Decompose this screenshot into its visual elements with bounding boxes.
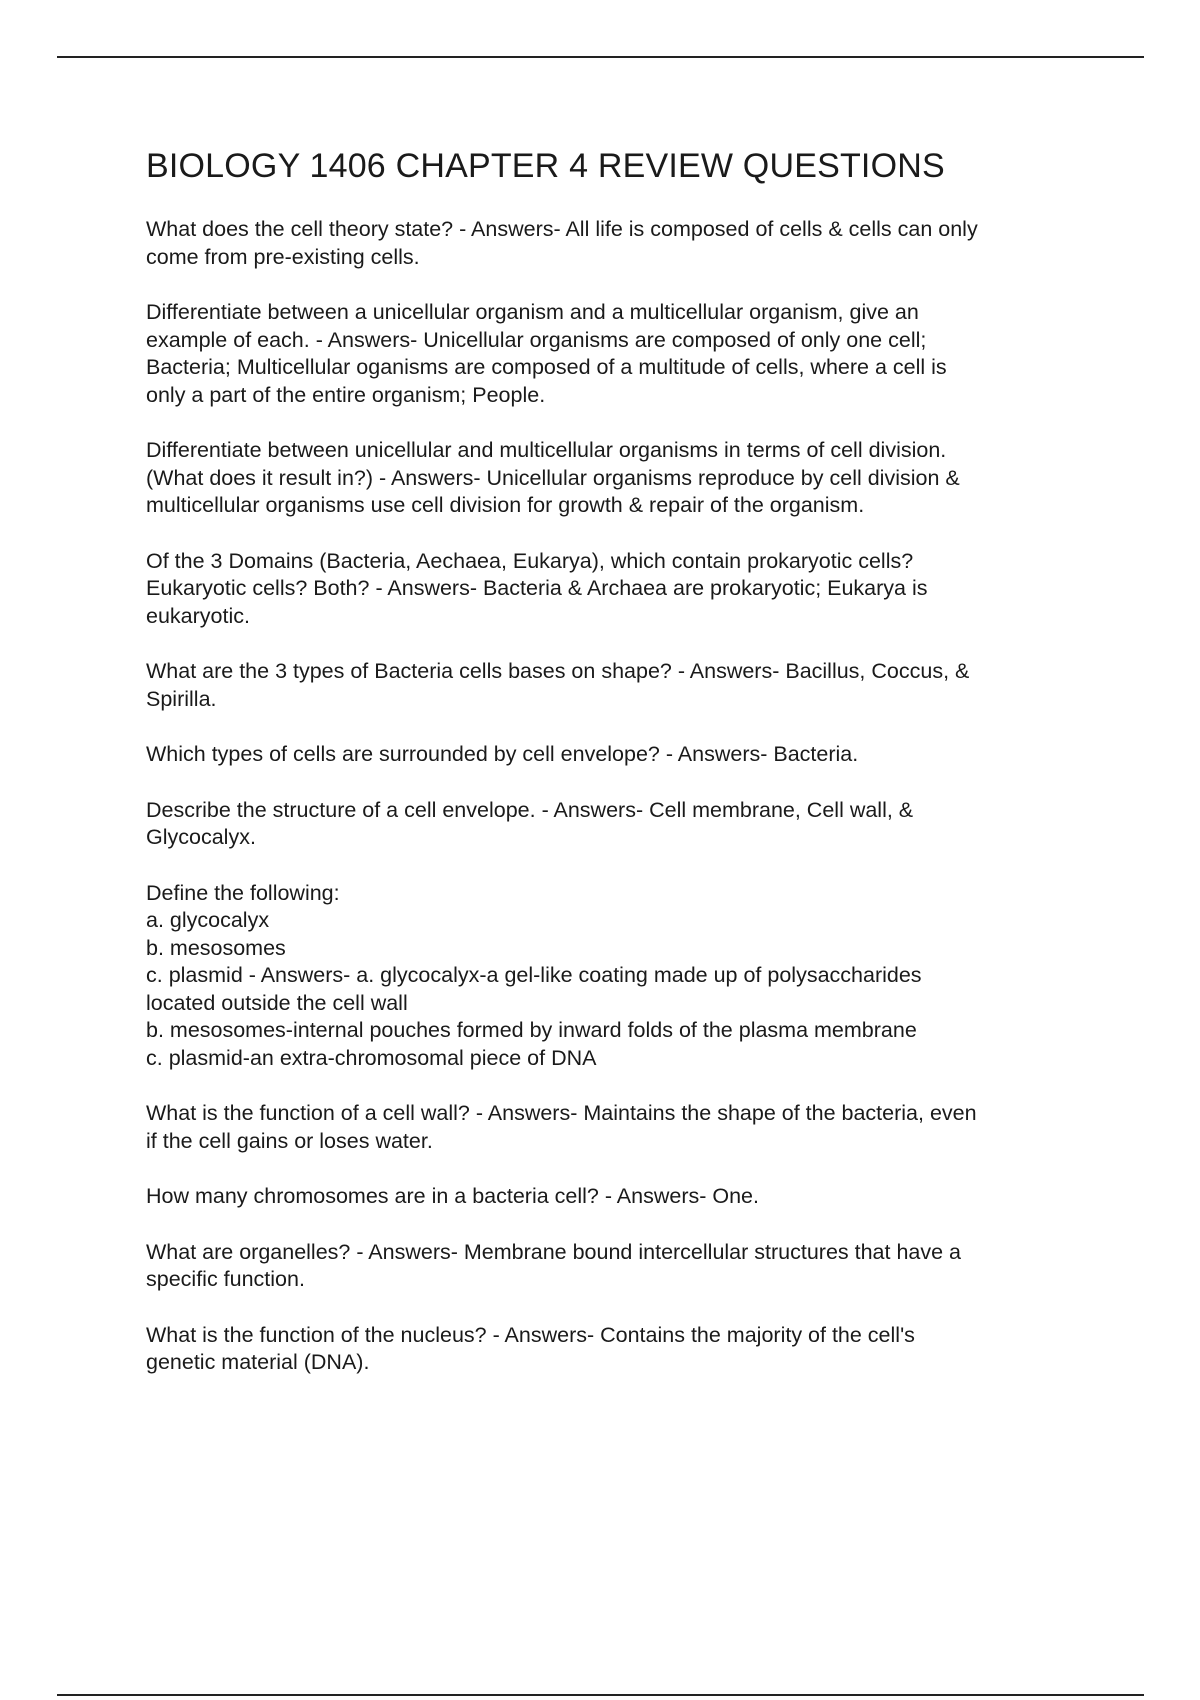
top-rule — [57, 56, 1144, 58]
qa-item-11: What are organelles? - Answers- Membrane bound intercellular structures that have a specific function. — [146, 1239, 962, 1291]
document-title: BIOLOGY 1406 CHAPTER 4 REVIEW QUESTIONS — [146, 147, 945, 185]
qa-item-6: Which types of cells are surrounded by cell envelope? - Answers- Bacteria. — [146, 742, 859, 766]
qa-item-9: What is the function of a cell wall? - Answers- Maintains the shape of the bacteria, even if the cell gains or loses water. — [146, 1101, 977, 1153]
qa-item-10: How many chromosomes are in a bacteria cell? - Answers- One. — [146, 1184, 759, 1208]
qa-item-7: Describe the structure of a cell envelope. - Answers- Cell membrane, Cell wall, & Glycocalyx. — [146, 797, 914, 849]
qa-item-8: Define the following: a. glycocalyx b. mesosomes c. plasmid - Answers- a. glycocalyx-a gel-like coating made up of polysaccharides located outside the cell wall b. mesosomes-internal pouches formed by inward folds of the plasma membrane c. plasmid-an extra-chromosomal piece of DNA — [146, 880, 922, 1070]
qa-item-2: Differentiate between a unicellular organism and a multicellular organism, give an example of each. - Answers- Unicellular organisms are composed of only one cell; Bacteria; Multicellular oganisms are composed of a multitude of cells, where a cell is only a part of the entire organism; People. — [146, 300, 947, 407]
qa-item-4: Of the 3 Domains (Bacteria, Aechaea, Eukarya), which contain prokaryotic cells? Eukaryotic cells? Both? - Answers- Bacteria & Archaea are prokaryotic; Eukarya is eukaryotic. — [146, 548, 928, 628]
qa-item-12: What is the function of the nucleus? - Answers- Contains the majority of the cell's genetic material (DNA). — [146, 1322, 915, 1374]
qa-item-5: What are the 3 types of Bacteria cells bases on shape? - Answers- Bacillus, Coccus, & Spirilla. — [146, 659, 970, 711]
qa-item-1: What does the cell theory state? - Answers- All life is composed of cells & cells can only come from pre-existing cells. — [146, 217, 978, 269]
document-page — [146, 140, 1096, 1405]
qa-item-3: Differentiate between unicellular and multicellular organisms in terms of cell division. (What does it result in?) - Answers- Unicellular organisms reproduce by cell division & multicellular organisms use cell division for growth & repair of the organism. — [146, 438, 960, 517]
bottom-rule — [57, 1694, 1144, 1696]
